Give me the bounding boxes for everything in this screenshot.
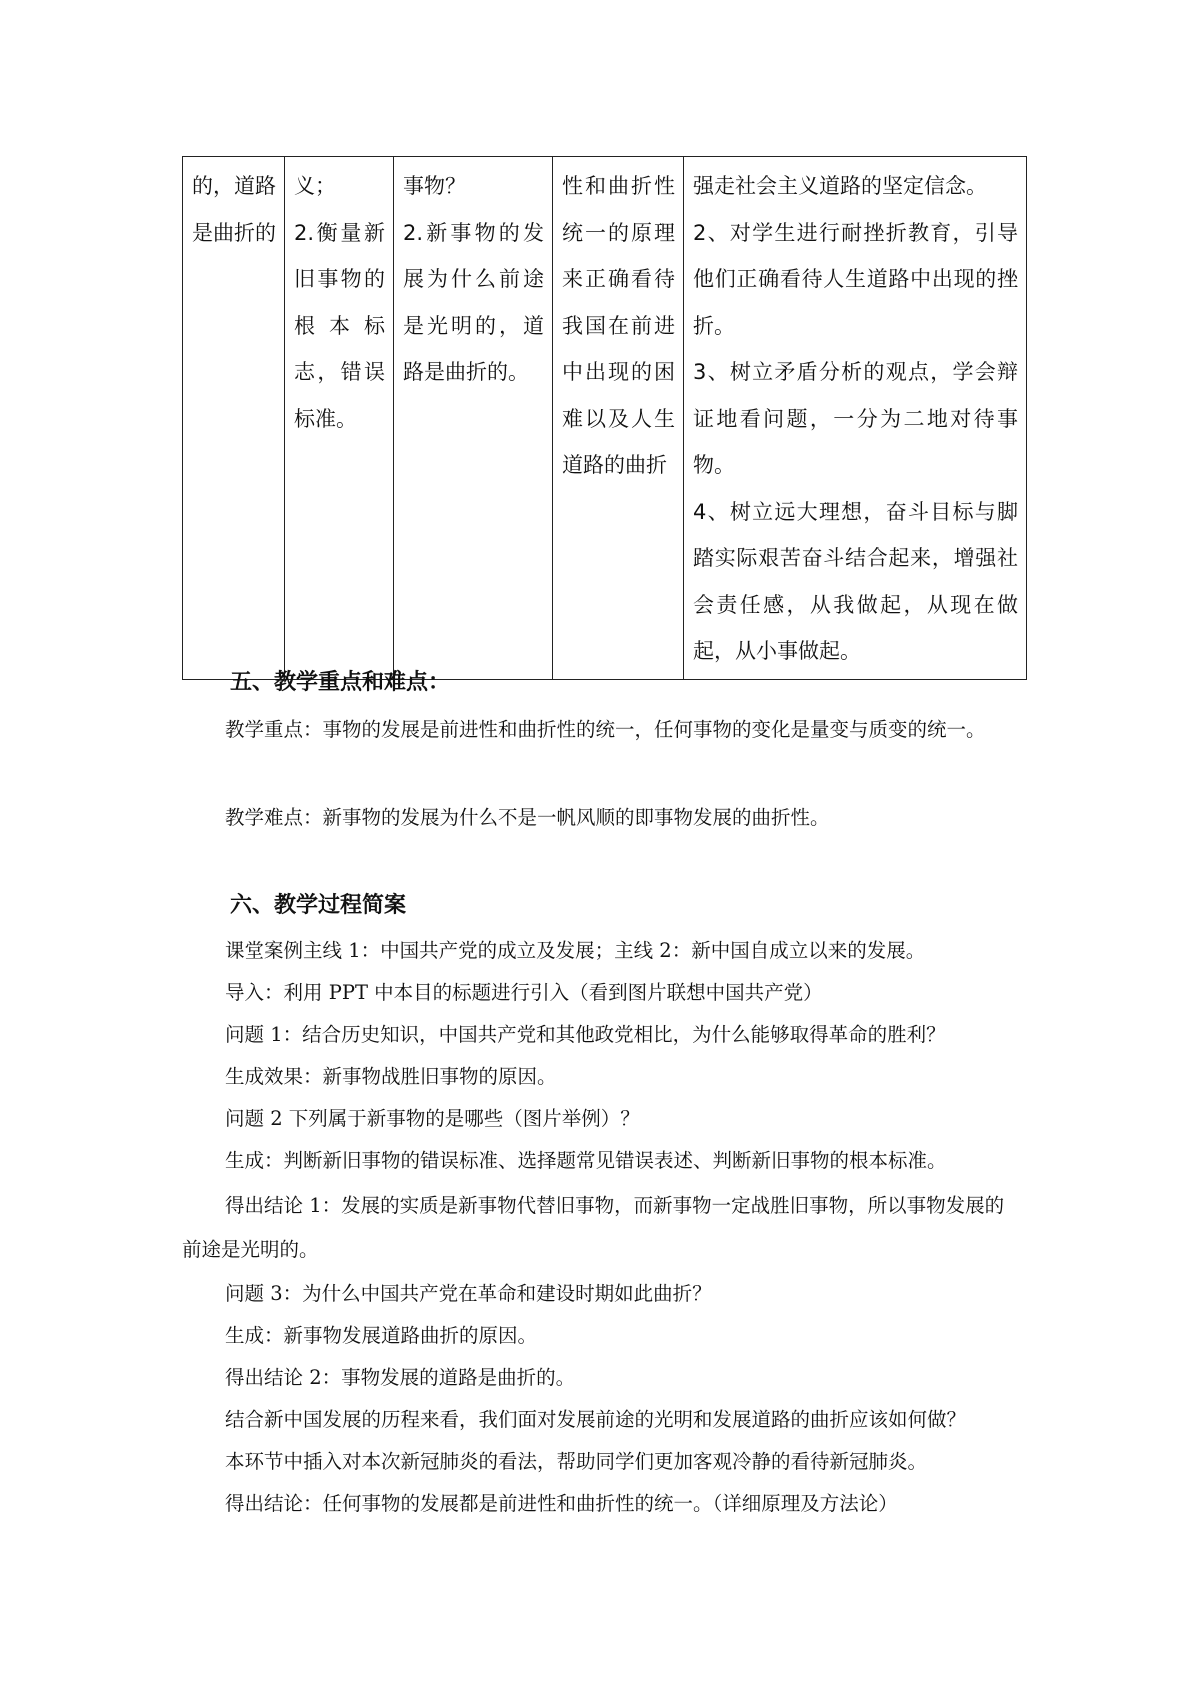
table-cell-4 bbox=[553, 157, 684, 680]
cell-text: 事物？ 2.新事物的发展为什么前途是光明的，道路是曲折的。 bbox=[403, 174, 544, 384]
difficulty-paragraph: 教学难点：新事物的发展为什么不是一帆风顺的即事物发展的曲折性。 bbox=[225, 806, 830, 829]
process-line: 生成：判断新旧事物的错误标准、选择题常见错误表述、判断新旧事物的根本标准。 bbox=[225, 1149, 947, 1172]
process-line: 本环节中插入对本次新冠肺炎的看法，帮助同学们更加客观冷静的看待新冠肺炎。 bbox=[225, 1450, 928, 1473]
process-line: 结合新中国发展的历程来看，我们面对发展前途的光明和发展道路的曲折应该如何做？ bbox=[225, 1408, 967, 1431]
process-line: 生成：新事物发展道路曲折的原因。 bbox=[225, 1324, 538, 1347]
table-cell-1 bbox=[183, 157, 285, 680]
process-line: 问题 1：结合历史知识，中国共产党和其他政党相比，为什么能够取得革命的胜利？ bbox=[225, 1023, 946, 1046]
cell-text: 义； 2.衡量新旧事物的根本标志，错误标准。 bbox=[294, 174, 385, 431]
table-row bbox=[183, 157, 1027, 680]
process-line: 导入：利用 PPT 中本目的标题进行引入（看到图片联想中国共产党） bbox=[225, 981, 823, 1004]
process-line: 问题 2 下列属于新事物的是哪些（图片举例）？ bbox=[225, 1107, 640, 1130]
cell-text: 强走社会主义道路的坚定信念。 2、对学生进行耐挫折教育，引导他们正确看待人生道路中出现的挫折。 3、树立矛盾分析的观点，学会辩证地看问题，一分为二地对待事物。 4、树立远大理想，奋斗目标与脚踏实际艰苦奋斗结合起来，增强社会责任感，从我做起，从现在做起，从小事做起。 bbox=[693, 174, 1018, 663]
section-6-heading: 六、教学过程简案 bbox=[230, 893, 407, 918]
section-5-heading: 五、教学重点和难点： bbox=[230, 670, 451, 695]
key-point-paragraph bbox=[182, 708, 1018, 752]
process-line: 生成效果：新事物战胜旧事物的原因。 bbox=[225, 1065, 557, 1088]
key-point-text: 教学重点：事物的发展是前进性和曲折性的统一，任何事物的变化是量变与质变的统一。 bbox=[225, 718, 986, 741]
process-line: 课堂案例主线 1：中国共产党的成立及发展；主线 2：新中国自成立以来的发展。 bbox=[225, 939, 926, 962]
conclusion-1-paragraph bbox=[182, 1184, 1018, 1272]
process-line: 问题 3：为什么中国共产党在革命和建设时期如此曲折？ bbox=[225, 1282, 712, 1305]
cell-text: 性和曲折性统一的原理来正确看待我国在前进中出现的困难以及人生道路的曲折 bbox=[562, 174, 675, 477]
table-cell-2 bbox=[285, 157, 394, 680]
table-cell-3 bbox=[394, 157, 553, 680]
objectives-table bbox=[182, 156, 1027, 680]
process-line: 得出结论：任何事物的发展都是前进性和曲折性的统一。（详细原理及方法论） bbox=[225, 1492, 898, 1515]
cell-text: 的，道路是曲折的 bbox=[192, 174, 276, 245]
conclusion-1-text: 得出结论 1：发展的实质是新事物代替旧事物，而新事物一定战胜旧事物，所以事物发展的前途是光明的。 bbox=[182, 1194, 1005, 1261]
process-line: 得出结论 2：事物发展的道路是曲折的。 bbox=[225, 1366, 576, 1389]
table-cell-5 bbox=[684, 157, 1027, 680]
